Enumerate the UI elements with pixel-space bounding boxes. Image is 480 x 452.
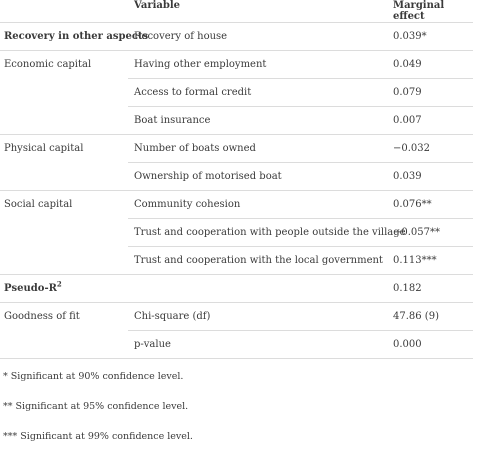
table-row — [0, 51, 473, 79]
row-variable: Having other employment — [128, 51, 389, 79]
row-effect: 0.007 — [389, 107, 473, 135]
row-variable: Recovery of house — [128, 23, 389, 51]
row-variable: Access to formal credit — [128, 79, 389, 107]
row-group — [0, 219, 128, 247]
row-group — [0, 79, 128, 107]
footnote-99: *** Significant at 99% confidence level. — [3, 431, 193, 442]
p-value-row — [0, 331, 473, 359]
row-variable: Boat insurance — [128, 107, 389, 135]
header-variable: Variable — [128, 0, 389, 23]
row-group: Physical capital — [4, 143, 84, 154]
row-variable: Trust and cooperation with people outside the village — [128, 219, 389, 247]
table-header-row — [0, 0, 473, 23]
row-group — [0, 247, 128, 275]
table-row — [0, 191, 473, 219]
table-footnotes — [0, 362, 480, 452]
footnote-95: ** Significant at 95% confidence level. — [3, 401, 189, 412]
chi-square-value: 47.86 (9) — [389, 303, 473, 331]
table-row — [0, 219, 473, 247]
row-effect: 0.049 — [389, 51, 473, 79]
p-value-group — [0, 331, 128, 359]
chi-square-row — [0, 303, 473, 331]
footnote-90: * Significant at 90% confidence level. — [3, 371, 184, 382]
row-variable: Community cohesion — [128, 191, 389, 219]
pseudo-r2-label: Pseudo-$R^2$ — [0, 275, 128, 303]
p-value-label: p-value — [128, 331, 389, 359]
table-row — [0, 107, 473, 135]
table-row — [0, 247, 473, 275]
row-effect: 0.113*** — [389, 247, 473, 275]
row-effect: 0.039 — [389, 163, 473, 191]
table-row — [0, 163, 473, 191]
table-row — [0, 135, 473, 163]
row-variable: Number of boats owned — [128, 135, 389, 163]
row-group: Social capital — [4, 199, 73, 210]
row-effect: 0.079 — [389, 79, 473, 107]
row-effect: −0.057** — [389, 219, 473, 247]
table-row — [0, 79, 473, 107]
row-effect: −0.032 — [389, 135, 473, 163]
row-group: Recovery in other aspects — [0, 23, 128, 51]
row-variable: Trust and cooperation with the local government — [128, 247, 389, 275]
header-marginal-effect: Marginal effect — [389, 0, 473, 23]
pseudo-r2-row — [0, 275, 473, 303]
table-row — [0, 23, 473, 51]
chi-square-label: Chi-square (df) — [128, 303, 389, 331]
goodness-of-fit-label: Goodness of fit — [4, 311, 80, 322]
row-group — [0, 107, 128, 135]
row-effect: 0.076** — [389, 191, 473, 219]
p-value-value: 0.000 — [389, 331, 473, 359]
row-effect: 0.039* — [389, 23, 473, 51]
row-group — [0, 163, 128, 191]
pseudo-r2-value: 0.182 — [389, 275, 473, 303]
header-group — [0, 0, 128, 23]
pseudo-r2-empty — [128, 275, 389, 303]
row-group: Economic capital — [4, 59, 92, 70]
row-variable: Ownership of motorised boat — [128, 163, 389, 191]
